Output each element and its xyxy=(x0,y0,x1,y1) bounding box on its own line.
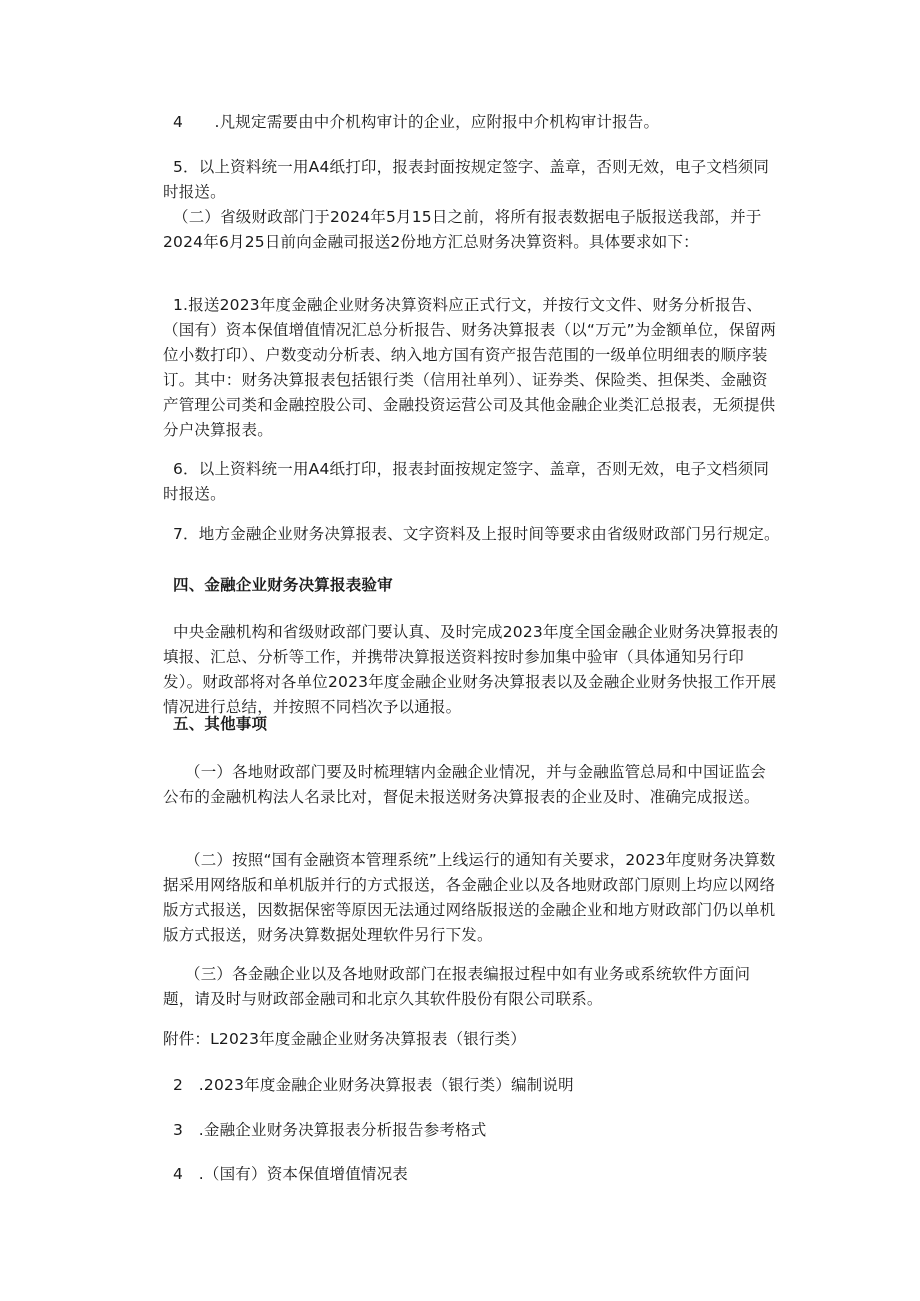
section-5-item-1: （一）各地财政部门要及时梳理辖内金融企业情况，并与金融监管总局和中国证监会公布的金融机构法人名录比对，督促未报送财务决算报表的企业及时、准确完成报送。 xyxy=(163,763,766,806)
section-2-provincial-deadline: （二）省级财政部门于2024年5月15日之前，将所有报表数据电子版报送我部，并于2024年6月25日前向金融司报送2份地方汇总财务决算资料。具体要求如下： xyxy=(163,208,762,251)
attachment-3: 3 .金融企业财务决算报表分析报告参考格式 xyxy=(173,1121,487,1139)
section-5-item-3: （三）各金融企业以及各地财政部门在报表编报过程中如有业务或系统软件方面问题，请及时与财政部金融司和北京久其软件股份有限公司联系。 xyxy=(163,965,751,1008)
item-5-print-requirements: 5．以上资料统一用A4纸打印，报表封面按规定签字、盖章，否则无效，电子文档须同时报送。 xyxy=(163,158,770,201)
item-4-audit-report: 4 .凡规定需要由中介机构审计的企业，应附报中介机构审计报告。 xyxy=(173,113,660,131)
item-6-print-requirements: 6．以上资料统一用A4纸打印，报表封面按规定签字、盖章，否则无效，电子文档须同时报送。 xyxy=(163,460,770,503)
section-4-body: 中央金融机构和省级财政部门要认真、及时完成2023年度全国金融企业财务决算报表的填报、汇总、分析等工作，并携带决算报送资料按时参加集中验审（具体通知另行印发）。财政部将对各单位2023年度金融企业财务决算报表以及金融企业财务快报工作开展情况进行总结，并按照不同档次予以通报。 xyxy=(163,623,779,716)
attachment-1: 附件：L2023年度金融企业财务决算报表（银行类） xyxy=(163,1030,527,1048)
attachment-2: 2 .2023年度金融企业财务决算报表（银行类）编制说明 xyxy=(173,1076,574,1094)
heading-section-5: 五、其他事项 xyxy=(173,715,268,733)
item-7-local-requirements: 7．地方金融企业财务决算报表、文字资料及上报时间等要求由省级财政部门另行规定。 xyxy=(173,525,780,543)
item-1-submission-format: 1.报送2023年度金融企业财务决算资料应正式行文，并按行文文件、财务分析报告、（国有）资本保值增值情况汇总分析报告、财务决算报表（以“万元”为金额单位，保留两位小数打印）、户数变动分析表、纳入地方国有资产报告范围的一级单位明细表的顺序装订。其中：财务决算报表包括银行类（信用社单列）、证券类、保险类、担保类、金融资产管理公司类和金融控股公司、金融投资运营公司及其他金融企业类汇总报表，无须提供分户决算报表。 xyxy=(163,296,777,439)
heading-section-4: 四、金融企业财务决算报表验审 xyxy=(173,576,393,594)
attachment-4: 4 .（国有）资本保值增值情况表 xyxy=(173,1165,408,1183)
section-5-item-2: （二）按照“国有金融资本管理系统”上线运行的通知有关要求，2023年度财务决算数据采用网络版和单机版并行的方式报送，各金融企业以及各地财政部门原则上均应以网络版方式报送，因数据保密等原因无法通过网络版报送的金融企业和地方财政部门仍以单机版方式报送，财务决算数据处理软件另行下发。 xyxy=(163,851,776,944)
